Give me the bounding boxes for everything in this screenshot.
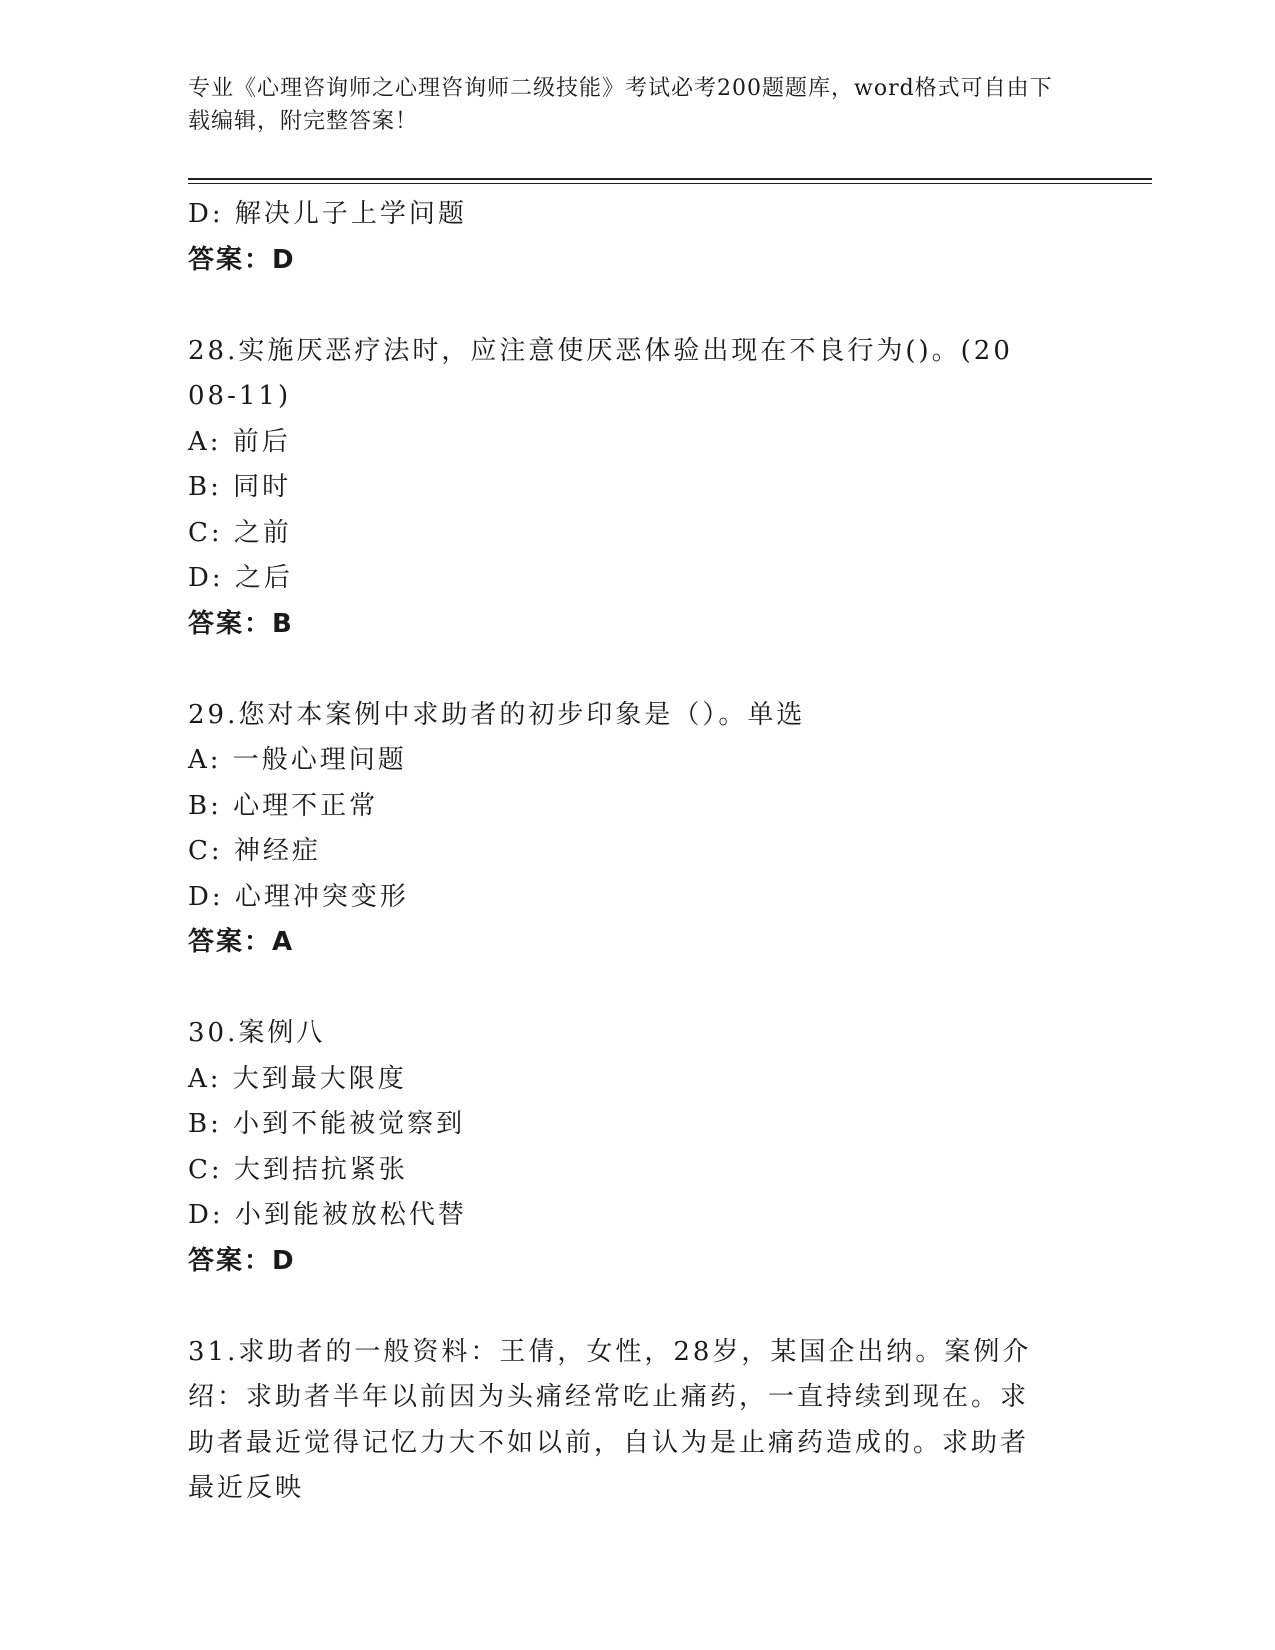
question-28-option-b: B: 同时 <box>188 472 292 502</box>
question-31-stem: 31.求助者的一般资料：王倩，女性，28岁，某国企出纳。案例介绍：求助者半年以前因为头痛经常吃止痛药，一直持续到现在。求助者最近觉得记忆力大不如以前，自认为是止痛药造成的。求助者最近反映 <box>188 1336 1032 1503</box>
question-29-option-a: A: 一般心理问题 <box>188 745 407 775</box>
question-28-answer: 答案：B <box>188 608 294 639</box>
question-30-option-d: D: 小到能被放松代替 <box>188 1200 467 1230</box>
question-29-stem: 29.您对本案例中求助者的初步印象是（）。单选 <box>188 699 806 730</box>
prev-option-d: D: 解决儿子上学问题 <box>188 199 467 229</box>
question-28-option-d: D: 之后 <box>188 563 293 593</box>
question-28-option-a: A: 前后 <box>188 426 291 457</box>
document-body <box>188 192 1068 1512</box>
document-header: 专业《心理咨询师之心理咨询师二级技能》考试必考200题题库，word格式可自由下载编辑，附完整答案！ <box>188 76 1053 134</box>
question-29-option-b: B: 心理不正常 <box>188 790 379 821</box>
spacer <box>188 283 1068 329</box>
question-30-option-b: B: 小到不能被觉察到 <box>188 1109 466 1139</box>
question-30-option-c: C: 大到拮抗紧张 <box>188 1154 408 1185</box>
question-28-option-c: C: 之前 <box>188 517 292 548</box>
spacer <box>188 1284 1068 1330</box>
header-rule-thin <box>188 183 1152 184</box>
question-30-stem: 30.案例八 <box>188 1018 326 1048</box>
question-29-option-c: C: 神经症 <box>188 836 321 866</box>
question-29-answer: 答案：A <box>188 927 295 957</box>
spacer <box>188 966 1068 1012</box>
question-29-option-d: D: 心理冲突变形 <box>188 881 409 912</box>
spacer <box>188 647 1068 693</box>
question-30-answer: 答案：D <box>188 1245 296 1276</box>
prev-answer: 答案：D <box>188 244 296 275</box>
question-28-stem: 28.实施厌恶疗法时，应注意使厌恶体验出现在不良行为()。(2008-11) <box>188 335 1013 411</box>
header-rule-thick <box>188 178 1152 180</box>
question-30-option-a: A: 大到最大限度 <box>188 1063 407 1094</box>
